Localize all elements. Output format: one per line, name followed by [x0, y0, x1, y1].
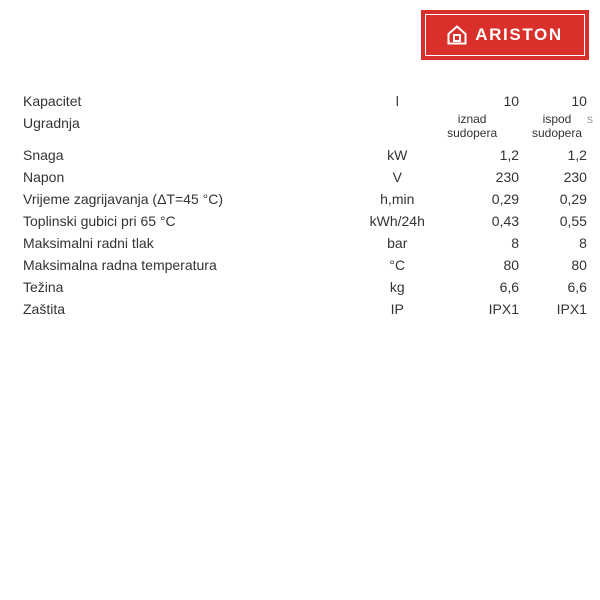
spec-row-max-temperature — [23, 254, 593, 276]
spec-label: Težina — [23, 279, 64, 295]
spec-value-2: 6,6 — [567, 279, 587, 295]
spec-label: Zaštita — [23, 301, 66, 317]
spec-value-1: 230 — [495, 169, 520, 185]
spec-row-heating-time — [23, 188, 593, 210]
spec-value-1: 1,2 — [499, 147, 520, 163]
spec-value-2: 10 — [571, 93, 587, 109]
spec-unit: h,min — [380, 191, 415, 207]
spec-value-2 — [527, 112, 587, 144]
spec-value-2: 80 — [571, 257, 587, 273]
spec-table — [23, 90, 593, 320]
spec-label: Snaga — [23, 147, 64, 163]
spec-value-1 — [425, 112, 527, 144]
spec-row-voltage — [23, 166, 593, 188]
spec-label: Kapacitet — [23, 93, 82, 109]
spec-value-2: 8 — [579, 235, 587, 251]
logo-frame — [425, 14, 585, 56]
spec-label: Maksimalna radna temperatura — [23, 257, 217, 273]
spec-value-1: 6,6 — [499, 279, 520, 295]
spec-label: Napon — [23, 169, 65, 185]
brand-name: ARISTON — [475, 25, 563, 44]
spec-value-1: 10 — [503, 93, 520, 109]
install-value-1-line-2: sudopera — [447, 126, 498, 140]
spec-unit: kW — [387, 147, 408, 163]
spec-row-max-pressure — [23, 232, 593, 254]
spec-value-1: 0,29 — [491, 191, 520, 207]
spec-unit: V — [392, 169, 402, 185]
spec-unit: bar — [387, 235, 408, 251]
spec-value-2: IPX1 — [556, 301, 587, 317]
house-icon — [447, 25, 467, 45]
spec-unit — [369, 112, 425, 144]
spec-value-2: 230 — [563, 169, 587, 185]
spec-unit: kWh/24h — [369, 213, 425, 229]
spec-label: Ugradnja — [23, 115, 80, 131]
spec-row-protection — [23, 298, 593, 320]
spec-unit: l — [395, 93, 399, 109]
spec-row-capacity — [23, 90, 593, 112]
spec-unit: °C — [389, 257, 406, 273]
spec-label: Maksimalni radni tlak — [23, 235, 154, 251]
spec-label: Toplinski gubici pri 65 °C — [23, 213, 176, 229]
install-value-1-line-1: iznad — [457, 112, 487, 126]
spec-label: Vrijeme zagrijavanja (ΔT=45 °C) — [23, 191, 223, 207]
spec-row-power — [23, 144, 593, 166]
spec-row-heat-loss — [23, 210, 593, 232]
spec-value-1: 80 — [503, 257, 520, 273]
spec-value-2: 0,55 — [559, 213, 587, 229]
spec-row-weight — [23, 276, 593, 298]
spec-value-1: 8 — [511, 235, 520, 251]
install-value-2-line-2: sudopera — [531, 126, 583, 140]
ariston-logo — [421, 10, 589, 60]
spec-unit: kg — [389, 279, 405, 295]
spec-value-1: 0,43 — [491, 213, 520, 229]
install-value-2-line-1: ispod — [542, 112, 572, 126]
cut-off-text: s — [586, 112, 593, 126]
spec-row-installation — [23, 112, 593, 144]
spec-value-2: 1,2 — [567, 147, 587, 163]
spec-value-2: 0,29 — [559, 191, 587, 207]
spec-value-1: IPX1 — [488, 301, 520, 317]
spec-unit: IP — [390, 301, 404, 317]
